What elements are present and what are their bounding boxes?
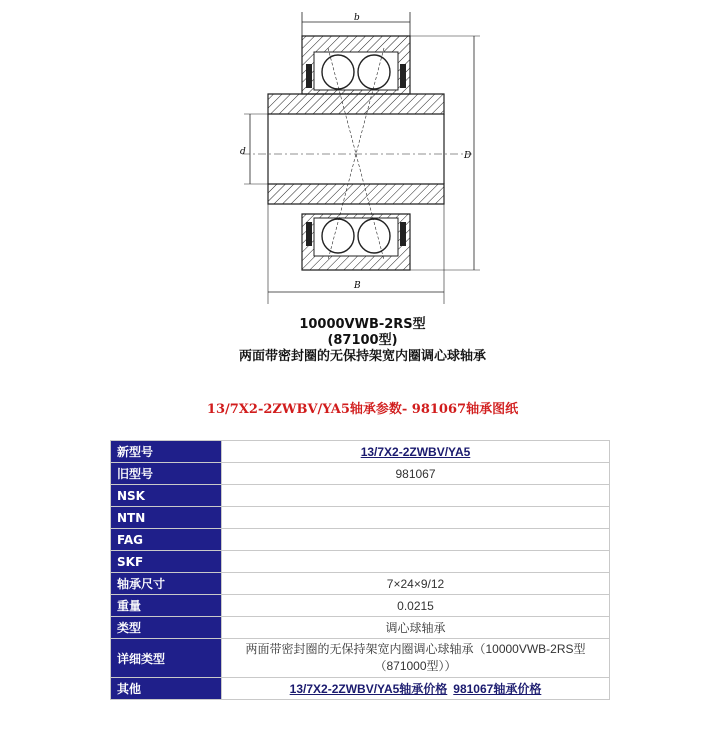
row-value — [222, 551, 610, 573]
row-value — [222, 441, 610, 463]
caption-model: 10000VWB-2RS型 — [299, 317, 426, 332]
row-value — [222, 529, 610, 551]
table-row — [111, 485, 610, 507]
row-label: SKF — [111, 551, 222, 573]
table-row — [111, 441, 610, 463]
new-model-link[interactable]: 13/7X2-2ZWBV/YA5 — [360, 444, 471, 459]
dim-d-label: d — [240, 147, 246, 157]
row-label: 详细类型 — [111, 639, 222, 678]
row-label: NTN — [111, 507, 222, 529]
row-value — [222, 485, 610, 507]
table-row — [111, 678, 610, 700]
row-label: 类型 — [111, 617, 222, 639]
table-row — [111, 529, 610, 551]
caption-description: 两面带密封圈的无保持架宽内圈调心球轴承 — [238, 349, 486, 364]
row-label: 重量 — [111, 595, 222, 617]
caption-old-model: (87100型) — [327, 333, 398, 348]
row-value: 981067 — [222, 463, 610, 485]
dim-D-label: D — [464, 151, 472, 161]
row-label: 轴承尺寸 — [111, 573, 222, 595]
row-value — [222, 507, 610, 529]
row-value: 0.0215 — [222, 595, 610, 617]
row-label: 其他 — [111, 678, 222, 700]
row-label: 旧型号 — [111, 463, 222, 485]
page-title: 13/7X2-2ZWBV/YA5轴承参数- 981067轴承图纸 — [206, 402, 519, 417]
table-row — [111, 507, 610, 529]
table-row — [111, 639, 610, 678]
bearing-drawing — [232, 8, 492, 308]
price-link-new-model[interactable]: 13/7X2-2ZWBV/YA5轴承价格 — [289, 682, 448, 696]
table-row — [111, 463, 610, 485]
table-row — [111, 573, 610, 595]
row-label: FAG — [111, 529, 222, 551]
row-label: NSK — [111, 485, 222, 507]
dim-b-label: b — [354, 13, 360, 23]
table-row — [111, 617, 610, 639]
table-row — [111, 595, 610, 617]
spec-table — [110, 440, 610, 700]
row-value: 调心球轴承 — [222, 617, 610, 639]
row-value: 7×24×9/12 — [222, 573, 610, 595]
price-link-old-model[interactable]: 981067轴承价格 — [453, 682, 542, 696]
row-value — [222, 678, 610, 700]
dim-B-label: B — [354, 281, 361, 291]
row-value: 两面带密封圈的无保持架宽内圈调心球轴承（10000VWB-2RS型（871000型）） — [222, 639, 610, 678]
table-row — [111, 551, 610, 573]
row-label: 新型号 — [111, 441, 222, 463]
